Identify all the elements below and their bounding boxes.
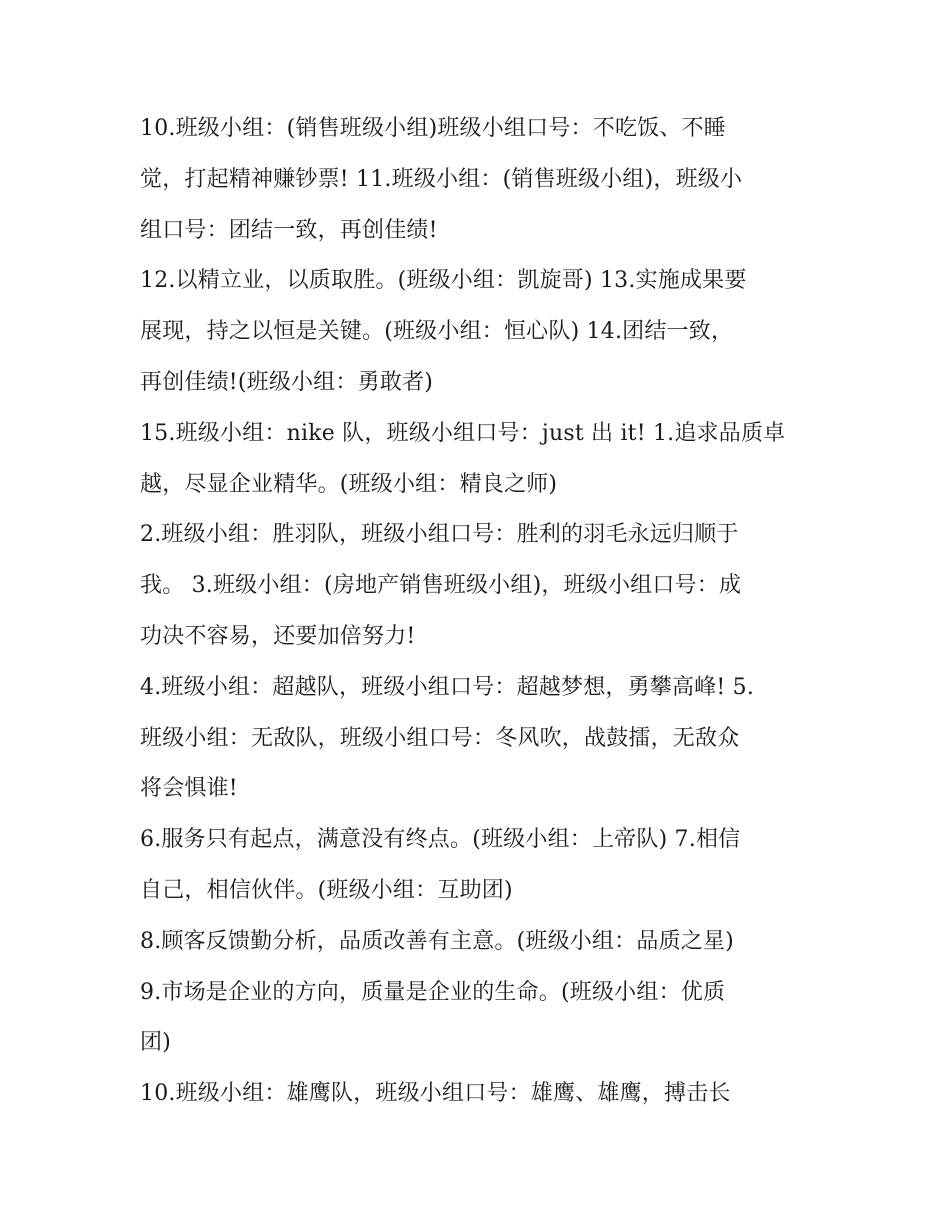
- text-line-7: 15.班级小组：nike 队，班级小组口号：just 出 it! 1.追求品质卓: [140, 420, 786, 446]
- text-line-13: 班级小组：无敌队，班级小组口号：冬风吹，战鼓擂，无敌众: [140, 725, 740, 751]
- text-line-14: 将会惧谁!: [140, 776, 238, 802]
- text-line-8: 越，尽显企业精华。(班级小组：精良之师): [140, 471, 558, 497]
- text-line-2: 觉，打起精神赚钞票! 11.班级小组：(销售班级小组)，班级小: [140, 166, 743, 192]
- text-line-9: 2.班级小组：胜羽队，班级小组口号：胜利的羽毛永远归顺于: [140, 522, 739, 548]
- text-line-15: 6.服务只有起点，满意没有终点。(班级小组：上帝队) 7.相信: [140, 827, 741, 853]
- text-line-6: 再创佳绩!(班级小组：勇敢者): [140, 369, 434, 395]
- text-line-10: 我。 3.班级小组：(房地产销售班级小组)，班级小组口号：成: [140, 573, 742, 599]
- text-line-11: 功决不容易，还要加倍努力!: [140, 623, 416, 649]
- document-body: [140, 104, 820, 1120]
- text-line-17: 8.顾客反馈勤分析，品质改善有主意。(班级小组：品质之星): [140, 928, 734, 954]
- text-line-1: 10.班级小组：(销售班级小组)班级小组口号：不吃饭、不睡: [140, 116, 726, 141]
- text-line-5: 展现，持之以恒是关键。(班级小组：恒心队) 14.团结一致，: [140, 319, 734, 345]
- text-line-4: 12.以精立业，以质取胜。(班级小组：凯旋哥) 13.实施成果要: [140, 268, 747, 294]
- text-line-16: 自己，相信伙伴。(班级小组：互助团): [140, 877, 513, 903]
- text-line-12: 4.班级小组：超越队，班级小组口号：超越梦想，勇攀高峰! 5.: [140, 674, 755, 700]
- text-line-19: 团): [140, 1030, 171, 1056]
- text-line-3: 组口号：团结一致，再创佳绩!: [140, 217, 438, 243]
- text-line-18: 9.市场是企业的方向，质量是企业的生命。(班级小组：优质: [140, 979, 726, 1005]
- text-line-20: 10.班级小组：雄鹰队，班级小组口号：雄鹰、雄鹰，搏击长: [140, 1081, 731, 1107]
